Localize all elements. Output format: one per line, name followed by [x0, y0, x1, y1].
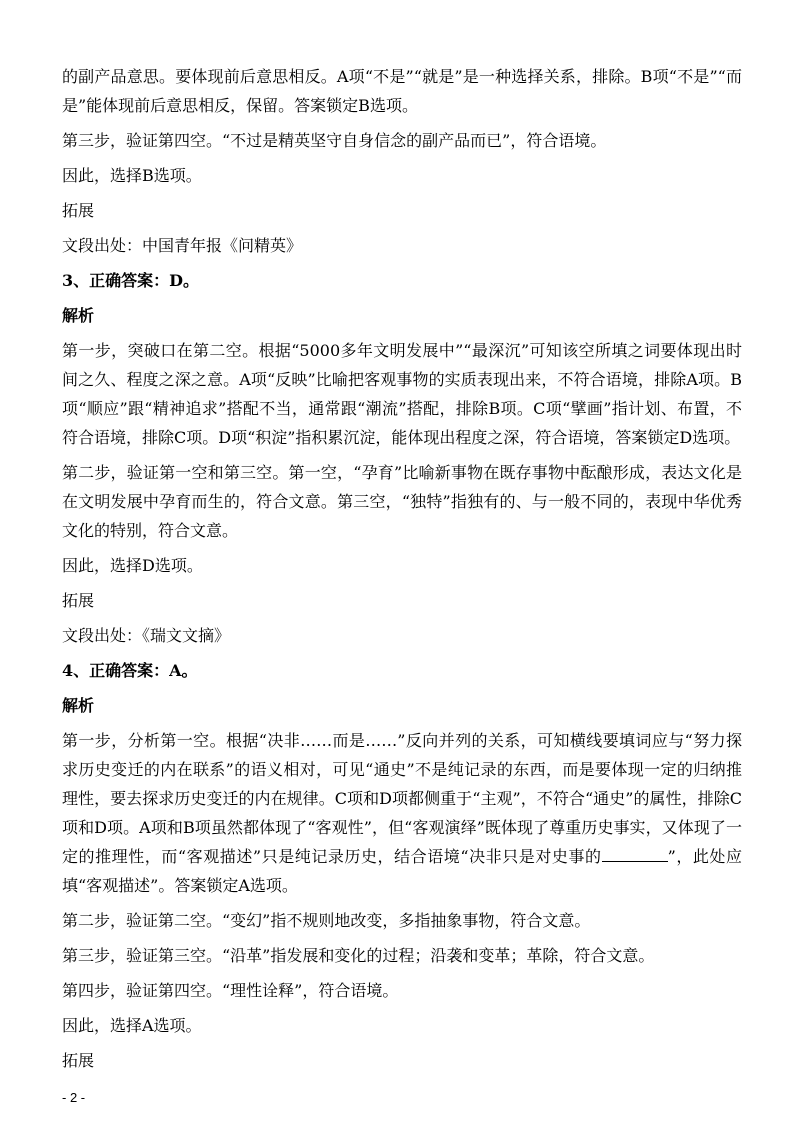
paragraph-q4-step3: 第三步，验证第三空。“沿革”指发展和变化的过程；沿袭和变革；革除，符合文意。	[62, 946, 655, 965]
paragraph-q4-step1	[62, 726, 742, 900]
paragraph-extension-label: 拓展	[62, 201, 95, 220]
analysis-heading-3: 解析	[62, 306, 95, 325]
analysis-heading-4: 解析	[62, 696, 95, 715]
paragraph-choose-d: 因此，选择D选项。	[62, 556, 203, 575]
paragraph-extension-label-4: 拓展	[62, 1051, 95, 1070]
paragraph-q3-step2: 第二步，验证第一空和第三空。第一空，“孕育”比喻新事物在既存事物中酝酿形成，表达文化是在文明发展中孕育而生的，符合文意。第三空，“独特”指独有的、与一般不同的，表现中华优秀文化的特别，符合文意。	[62, 463, 742, 540]
paragraph-q4-step2: 第二步，验证第二空。“变幻”指不规则地改变，多指抽象事物，符合文意。	[62, 911, 591, 930]
paragraph-q4-step4: 第四步，验证第四空。“理性诠释”，符合语境。	[62, 981, 399, 1000]
fill-in-blank	[602, 847, 668, 862]
q4-step1-tail: ”，此处应填“客观描述”。答案锁定A选项。	[62, 847, 742, 895]
paragraph-extension-label-3: 拓展	[62, 591, 95, 610]
page-number: - 2 -	[62, 1090, 86, 1105]
answer-heading-3: 3、正确答案：D。	[62, 271, 200, 290]
answer-heading-4: 4、正确答案：A。	[62, 661, 198, 680]
paragraph-answer2-conclusion: 的副产品意思。要体现前后意思相反。A项“不是”“就是”是一种选择关系，排除。B项“不是”“而是”能体现前后意思相反，保留。答案锁定B选项。	[62, 67, 742, 115]
document-body	[62, 62, 742, 1075]
paragraph-source-3: 文段出处：《瑞文文摘》	[62, 626, 231, 645]
paragraph-step3-verify: 第三步，验证第四空。“不过是精英坚守自身信念的副产品而已”，符合语境。	[62, 131, 607, 150]
paragraph-choose-b: 因此，选择B选项。	[62, 166, 202, 185]
paragraph-q3-step1: 第一步，突破口在第二空。根据“5000多年文明发展中”“最深沉”可知该空所填之词要体现出时间之久、程度之深之意。A项“反映”比喻把客观事物的实质表现出来，不符合语境，排除A项。B项“顺应”跟“精神追求”搭配不当，通常跟“潮流”搭配，排除B项。C项“擘画”指计划、布置，不符合语境，排除C项。D项“积淀”指积累沉淀，能体现出程度之深，符合语境，答案锁定D选项。	[62, 341, 742, 447]
q4-step1-text: 第一步，分析第一空。根据“决非……而是……”反向并列的关系，可知横线要填词应与“努力探求历史变迁的内在联系”的语义相对，可见“通史”不是纯记录的东西，而是要体现一定的归纳推理性，要去探求历史变迁的内在规律。C项和D项都侧重于“主观”，不符合“通史”的属性，排除C项和D项。A项和B项虽然都体现了“客观性”，但“客观演绎”既体现了尊重历史事实，又体现了一定的推理性，而“客观描述”只是纯记录历史，结合语境“决非只是对史事的	[62, 731, 742, 866]
paragraph-source-2: 文段出处：中国青年报《问精英》	[62, 236, 303, 255]
paragraph-choose-a: 因此，选择A选项。	[62, 1016, 202, 1035]
